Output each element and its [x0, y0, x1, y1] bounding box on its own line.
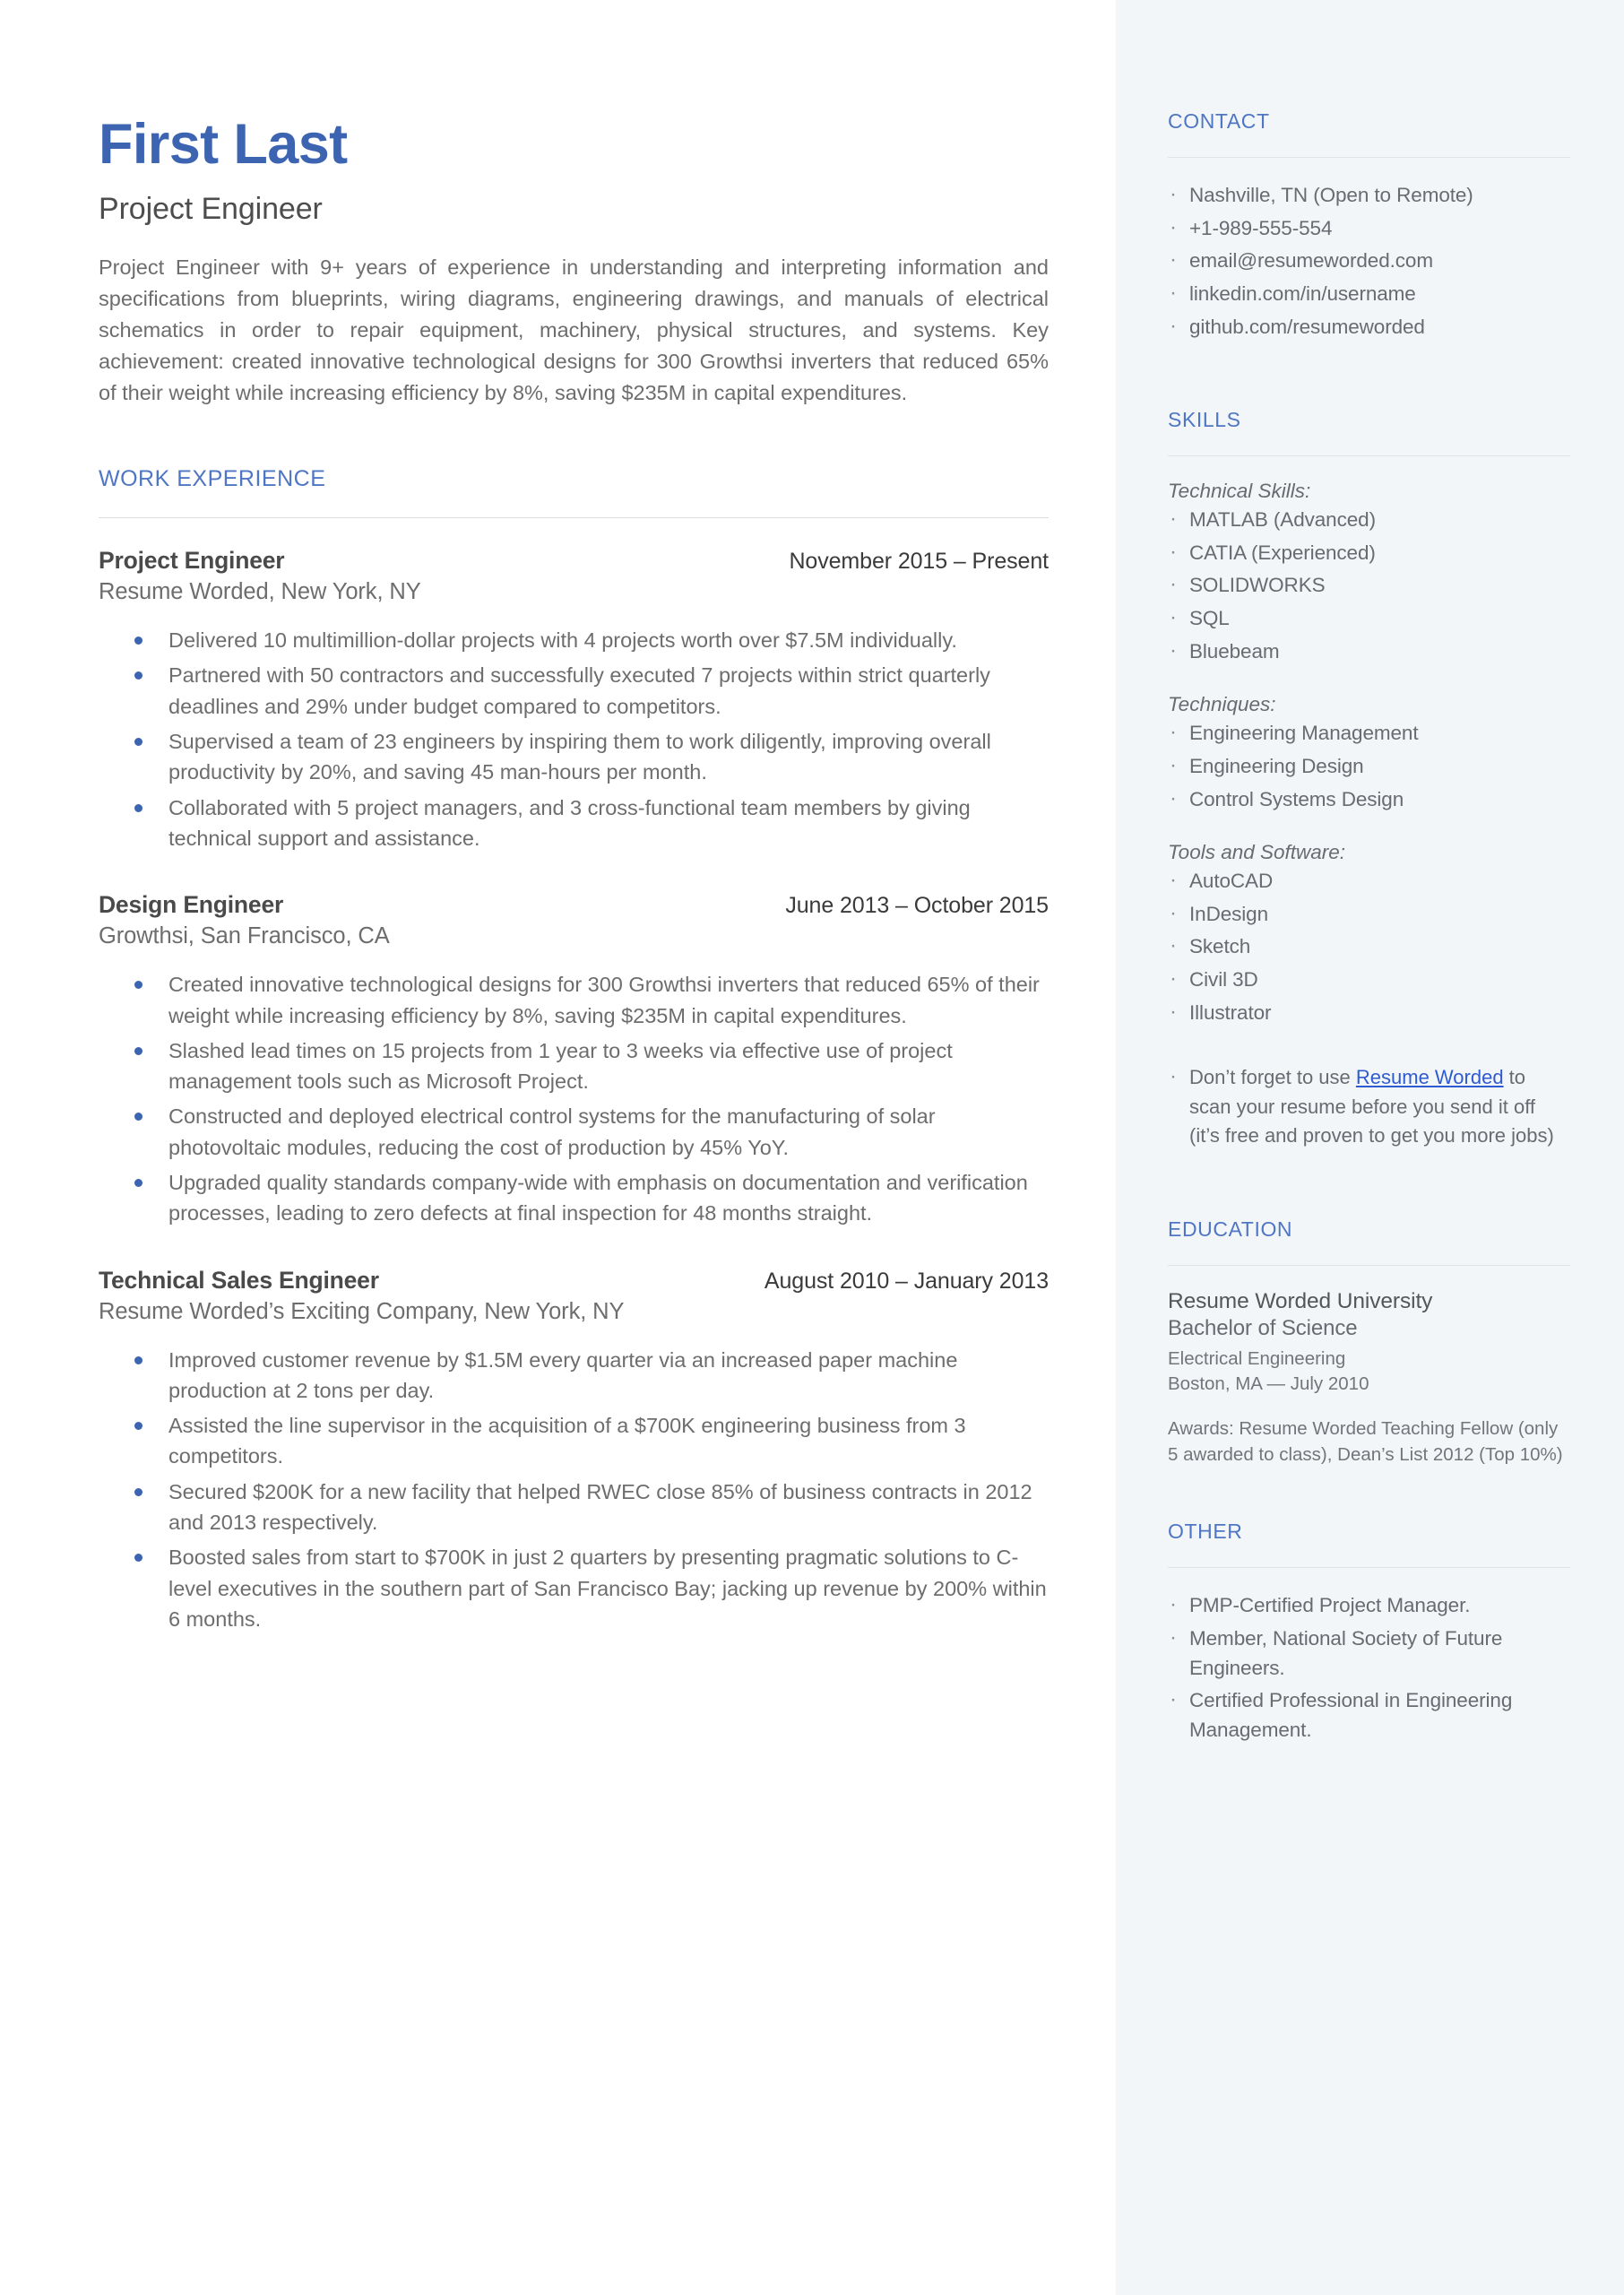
skill-item: · Bluebeam — [1168, 637, 1570, 667]
skill-item: · MATLAB (Advanced) — [1168, 506, 1570, 535]
job-dates: November 2015 – Present — [789, 549, 1049, 575]
job-bullet: Supervised a team of 23 engineers by inspiring them to work diligently, improving overall productivity by 20%, and saving 45 man-hours per month. — [99, 726, 1049, 788]
contact-heading: CONTACT — [1168, 109, 1270, 133]
skill-group-label: Techniques: — [1168, 693, 1276, 716]
skill-item: · SOLIDWORKS — [1168, 571, 1570, 601]
skill-list — [1168, 719, 1570, 814]
skill-group-technical — [1168, 480, 1570, 666]
other-list — [1168, 1591, 1570, 1745]
skill-group-techniques — [1168, 693, 1570, 814]
job-entry — [99, 891, 1049, 1228]
job-header — [99, 891, 1049, 919]
resume-worded-link[interactable]: Resume Worded — [1355, 1066, 1504, 1089]
skill-item: · SQL — [1168, 604, 1570, 634]
job-header — [99, 547, 1049, 575]
skill-item: · Engineering Management — [1168, 719, 1570, 749]
job-entry — [99, 547, 1049, 853]
work-experience-heading: WORK EXPERIENCE — [99, 466, 326, 492]
skill-item: · AutoCAD — [1168, 867, 1570, 896]
job-bullet: Partnered with 50 contractors and successfully executed 7 projects within strict quarterly deadlines and 29% under budget compared to competitors. — [99, 660, 1049, 722]
job-company: Resume Worded, New York, NY — [99, 579, 421, 605]
job-bullets — [99, 625, 1049, 853]
candidate-role-title: Project Engineer — [99, 192, 323, 227]
promo-text-after: to scan your resume before you send it off (it’s free and proven to get you more jobs) — [1189, 1066, 1554, 1148]
other-item: · Member, National Society of Future Engineers. — [1168, 1624, 1570, 1683]
job-bullet: Improved customer revenue by $1.5M every quarter via an increased paper machine production at 2 tons per day. — [99, 1345, 1049, 1407]
skills-heading: SKILLS — [1168, 408, 1241, 432]
education-awards: Awards: Resume Worded Teaching Fellow (only 5 awarded to class), Dean’s List 2012 (Top 10%) — [1168, 1418, 1563, 1466]
job-header — [99, 1267, 1049, 1295]
contact-divider — [1168, 157, 1570, 158]
candidate-name: First Last — [99, 113, 348, 176]
job-company: Growthsi, San Francisco, CA — [99, 923, 390, 949]
work-experience-divider — [99, 517, 1049, 518]
job-company: Resume Worded’s Exciting Company, New York, NY — [99, 1298, 625, 1324]
job-bullet: Assisted the line supervisor in the acquisition of a $700K engineering business from 3 competitors. — [99, 1410, 1049, 1472]
job-bullet: Constructed and deployed electrical control systems for the manufacturing of solar photovoltaic modules, reducing the cost of production by 45% YoY. — [99, 1101, 1049, 1163]
education-location-date: Boston, MA — July 2010 — [1168, 1373, 1369, 1394]
job-title: Technical Sales Engineer — [99, 1266, 379, 1294]
other-heading: OTHER — [1168, 1520, 1243, 1544]
job-title: Project Engineer — [99, 547, 285, 575]
skill-item: · InDesign — [1168, 900, 1570, 930]
job-bullets — [99, 969, 1049, 1228]
job-entry — [99, 1267, 1049, 1635]
contact-phone: · +1-989-555-554 — [1168, 214, 1570, 244]
skill-item: · Control Systems Design — [1168, 785, 1570, 815]
education-field: Electrical Engineering — [1168, 1347, 1346, 1369]
education-divider — [1168, 1265, 1570, 1266]
resume-worded-promo — [1168, 1063, 1570, 1151]
skill-group-label: Tools and Software: — [1168, 841, 1346, 864]
job-bullets — [99, 1345, 1049, 1635]
education-degree: Bachelor of Science — [1168, 1315, 1358, 1340]
job-bullet: Collaborated with 5 project managers, and 3 cross-functional team members by giving technical support and assistance. — [99, 792, 1049, 854]
skill-group-label: Technical Skills: — [1168, 480, 1311, 503]
contact-list — [1168, 181, 1570, 342]
skill-list — [1168, 506, 1570, 666]
job-bullet: Boosted sales from start to $700K in just 2 quarters by presenting pragmatic solutions to C- level executives in the southern part of San Francisco Bay; jacking up revenue by 200% within 6 months. — [99, 1542, 1049, 1634]
contact-linkedin[interactable]: · linkedin.com/in/username — [1168, 280, 1570, 309]
skill-item: · Civil 3D — [1168, 966, 1570, 995]
contact-email[interactable]: · email@resumeworded.com — [1168, 247, 1570, 276]
professional-summary: Project Engineer with 9+ years of experience in understanding and interpreting information and specifications from blueprints, wiring diagrams, engineering drawings, and manuals of electrical schematics in order to repair equipment, machinery, physical structures, and systems. Key achievement: created innovative technological designs for 300 Growthsi inverters that reduced 65% of their weight while increasing efficiency by 8%, saving $235M in capital expenditures. — [99, 255, 1049, 405]
job-bullet: Created innovative technological designs for 300 Growthsi inverters that reduced 65% of their weight while increasing efficiency by 8%, saving $235M in capital expenditures. — [99, 969, 1049, 1031]
skill-list — [1168, 867, 1570, 1027]
other-divider — [1168, 1567, 1570, 1568]
job-title: Design Engineer — [99, 891, 284, 919]
job-bullet: Delivered 10 multimillion-dollar projects with 4 projects worth over $7.5M individually. — [99, 625, 1049, 655]
job-dates: June 2013 – October 2015 — [785, 893, 1049, 919]
skill-item: · Engineering Design — [1168, 752, 1570, 782]
skill-group-tools — [1168, 841, 1570, 1027]
job-bullet: Secured $200K for a new facility that helped RWEC close 85% of business contracts in 2012 and 2013 respectively. — [99, 1477, 1049, 1538]
skill-item: · CATIA (Experienced) — [1168, 539, 1570, 568]
other-item: · Certified Professional in Engineering Management. — [1168, 1686, 1570, 1745]
other-item: · PMP-Certified Project Manager. — [1168, 1591, 1570, 1621]
sidebar — [1116, 0, 1624, 2295]
job-bullet: Upgraded quality standards company-wide with emphasis on documentation and verification processes, leading to zero defects at final inspection for 48 months straight. — [99, 1167, 1049, 1229]
skill-item: · Illustrator — [1168, 999, 1570, 1028]
education-school: Resume Worded University — [1168, 1288, 1433, 1313]
contact-github[interactable]: · github.com/resumeworded — [1168, 313, 1570, 342]
job-bullet: Slashed lead times on 15 projects from 1 year to 3 weeks via effective use of project management tools such as Microsoft Project. — [99, 1035, 1049, 1097]
skills-divider — [1168, 455, 1570, 456]
job-dates: August 2010 – January 2013 — [764, 1268, 1049, 1294]
promo-text-before: Don’t forget to use — [1189, 1066, 1356, 1089]
skill-item: · Sketch — [1168, 932, 1570, 962]
education-heading: EDUCATION — [1168, 1217, 1293, 1241]
contact-location: · Nashville, TN (Open to Remote) — [1168, 181, 1570, 211]
